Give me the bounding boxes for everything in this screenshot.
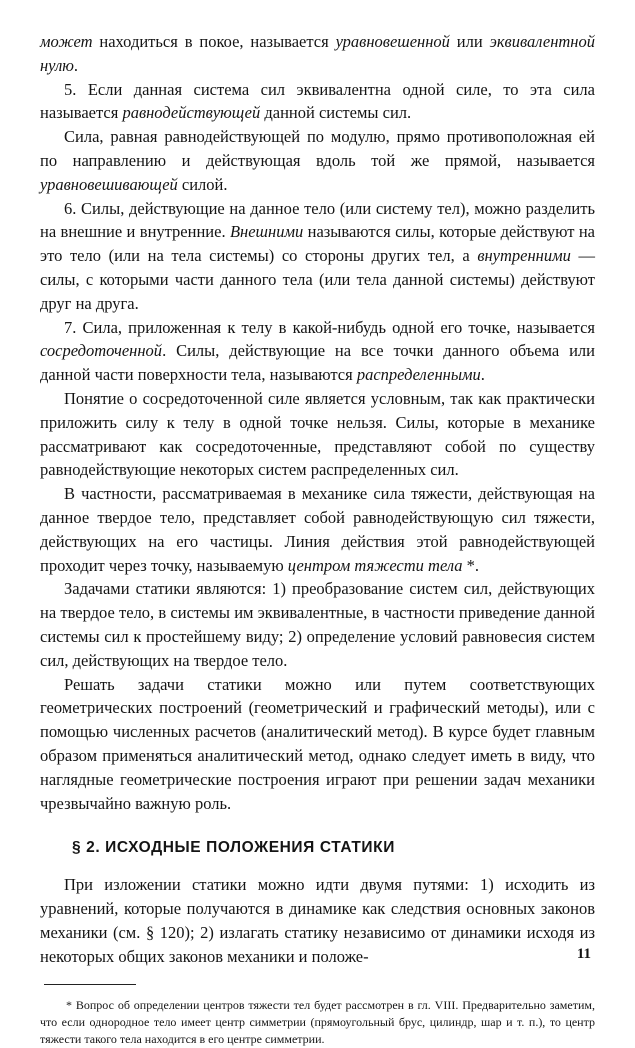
text-run: находиться в покое, называется <box>92 32 336 51</box>
italic-term: распределенными <box>356 365 481 385</box>
text-run: — силы, с которыми части данного тела (или тела данной системы) действуют друг на друга. <box>40 246 596 313</box>
text-run: данной системы сил. <box>260 103 412 123</box>
text-run: силой. <box>177 174 228 194</box>
text-run: Задачами статики являются: 1) преобразование систем сил, действующих на твердое тело, в системы им эквивалентные, в частности приведение данной системы сил к простейшему виду; 2) определение условий равновесия систем сил, действующих на твердое тело. <box>40 579 595 670</box>
paragraph <box>40 316 595 387</box>
text-run: . <box>480 365 485 385</box>
paragraph <box>40 577 595 672</box>
text-run: Понятие о сосредоточенной силе является условным, так как практически приложить силу к телу в одной точке нельзя. Силы, которые в механике рассматривают как сосредоточенные, представляют собой по существу равнодействующие некоторых систем распределенных сил. <box>40 388 595 480</box>
text-run: Решать задачи статики можно или путем соответствующих геометрических построений (геометрический и графический методы), или с помощью численных расчетов (аналитический метод). В курсе будет главным образом применяться аналитический метод, однако следует иметь в виду, что наглядные геометрические построения играют при решении задач механики чрезвычайно важную роль. <box>40 674 595 813</box>
text-run: 7. Сила, приложенная к телу в какой-нибудь одной его точке, называется <box>64 317 595 337</box>
italic-term: уравновешенной <box>335 32 450 51</box>
paragraph <box>40 197 595 316</box>
text-run: Сила, равная равнодействующей по модулю, прямо противоположная ей по направлению и действующая вдоль той же прямой, называется <box>40 127 595 170</box>
footnote-divider <box>44 984 136 985</box>
section-heading: § 2. ИСХОДНЫЕ ПОЛОЖЕНИЯ СТАТИКИ <box>72 839 395 857</box>
paragraph <box>40 673 595 816</box>
paragraph <box>40 387 595 482</box>
italic-term: равнодействующей <box>122 103 261 123</box>
text-run: В частности, рассматриваемая в механике сила тяжести, действующая на данное твердое тело, представляет собой равнодействующую сил тяжести, действующих на его частицы. Линия действия этой равнодействующей проходит через точку, называемую <box>40 484 595 575</box>
italic-term: уравновешивающей <box>40 174 178 194</box>
section-paragraph: При изложении статики можно идти двумя путями: 1) исходить из уравнений, которые получаются в динамике как следствия основных законов механики (см. § 120); 2) излагать статику независимо от динамики исходя из некоторых общих законов механики и положе- <box>40 875 595 966</box>
text-run: . Силы, действующие на все точки данного объема или данной части поверхности тела, называются <box>40 341 595 385</box>
text-run: 6. Силы, действующие на данное тело (или систему тел), можно разделить на внешние и внутренние. <box>40 198 595 242</box>
paragraph <box>40 482 595 577</box>
text-run: *. <box>462 555 480 575</box>
paragraph <box>40 30 595 78</box>
page-number: 11 <box>576 946 591 962</box>
italic-term: сосредоточенной <box>40 341 163 361</box>
text-run: . <box>73 55 79 75</box>
section-text <box>40 873 595 968</box>
footnote-text: * Вопрос об определении центров тяжести тел будет рассмотрен в гл. VIII. Предварительно заметим, что если однородное тело имеет центр симметрии (прямоугольный брус, цилиндр, шар и т. п.), то центр тяжести такого тела находится в его центре симметрии. <box>40 998 595 1047</box>
italic-term: эквивалентной нулю <box>40 32 595 75</box>
italic-term: Внешними <box>229 222 304 242</box>
italic-term: может <box>40 32 93 51</box>
paragraph <box>40 125 595 196</box>
text-run: 5. Если данная система сил эквивалентна одной силе, то эта сила называется <box>40 79 595 123</box>
italic-term: центром тяжести тела <box>287 555 463 575</box>
footnote <box>40 997 595 1048</box>
italic-term: внутренними <box>477 246 571 266</box>
text-run: называются силы, которые действуют на это тело (или на тела системы) со стороны других тел, а <box>40 222 595 266</box>
main-text <box>40 30 595 815</box>
paragraph <box>40 78 595 126</box>
text-run: или <box>449 32 490 51</box>
